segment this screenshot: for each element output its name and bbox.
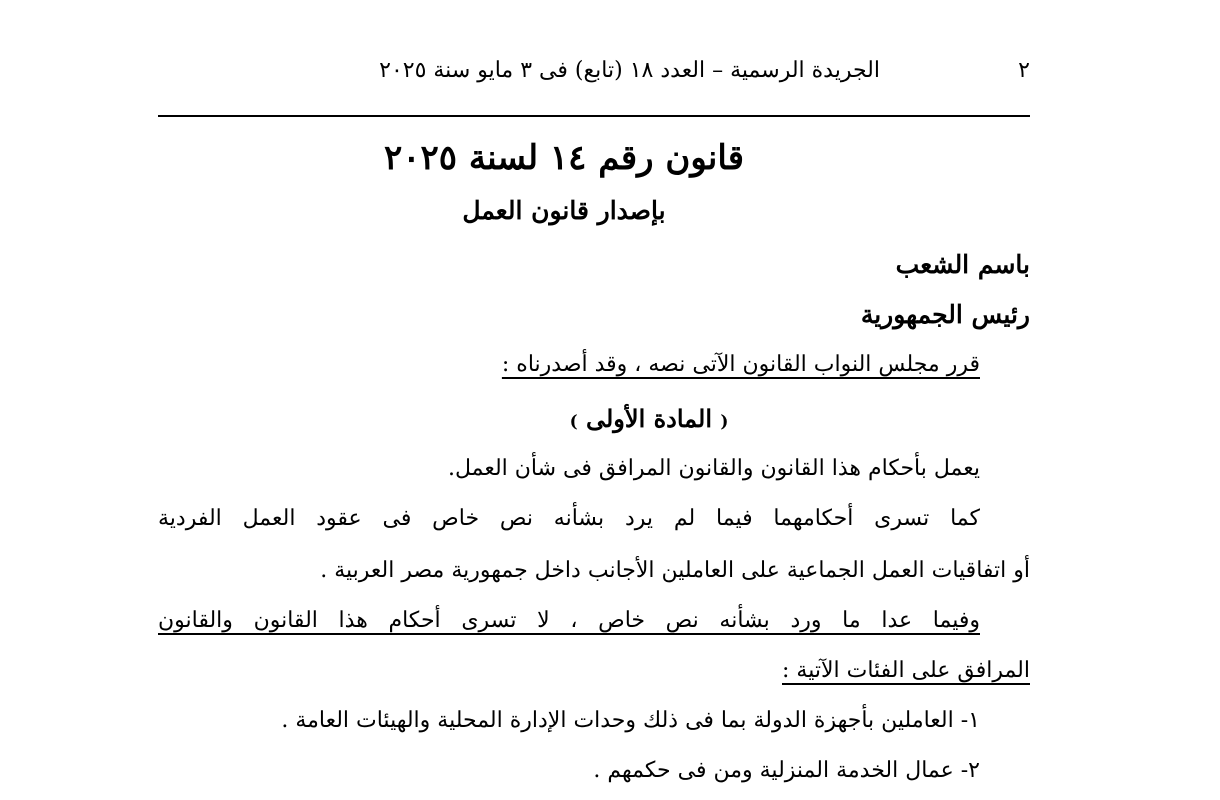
- page-number: ٢: [1018, 58, 1030, 83]
- article-paren-open: (: [720, 412, 729, 432]
- paragraph-2-line-1: كما تسرى أحكامهما فيما لم يرد بشأنه نص خاص فى عقود العمل الفردية: [158, 506, 980, 531]
- paragraph-3-line-2: المرافق على الفئات الآتية :: [782, 658, 1030, 683]
- article-one-heading: [158, 404, 1030, 433]
- paragraph-3-line-2-wrap: [158, 658, 1030, 683]
- list-item-2: ٢- عمال الخدمة المنزلية ومن فى حكمهم .: [593, 758, 980, 783]
- decision-line: [158, 352, 1030, 377]
- president-heading: رئيس الجمهورية: [860, 300, 1030, 329]
- paragraph-3-line-1: وفيما عدا ما ورد بشأنه نص خاص ، لا تسرى أحكام هذا القانون والقانون: [158, 608, 980, 633]
- decision-text: قرر مجلس النواب القانون الآتى نصه ، وقد أصدرناه :: [501, 352, 980, 377]
- paragraph-2-line-2: أو اتفاقيات العمل الجماعية على العاملين الأجانب داخل جمهورية مصر العربية .: [320, 558, 1030, 583]
- list-item-1: ١- العاملين بأجهزة الدولة بما فى ذلك وحدات الإدارة المحلية والهيئات العامة .: [281, 708, 980, 733]
- law-title: قانون رقم ١٤ لسنة ٢٠٢٥: [383, 138, 745, 178]
- gazette-page: [158, 0, 1030, 800]
- header-divider: [158, 115, 1030, 117]
- article-one-title: المادة الأولى: [585, 404, 713, 433]
- law-subtitle: بإصدار قانون العمل: [462, 196, 666, 225]
- in-the-name-of-people: باسم الشعب: [895, 250, 1030, 279]
- paragraph-1: يعمل بأحكام هذا القانون والقانون المرافق فى شأن العمل.: [447, 456, 980, 481]
- article-paren-close: ): [569, 412, 578, 432]
- gazette-issue-line: الجريدة الرسمية – العدد ١٨ (تابع) فى ٣ مايو سنة ٢٠٢٥: [379, 58, 880, 83]
- page-header: [158, 58, 1030, 94]
